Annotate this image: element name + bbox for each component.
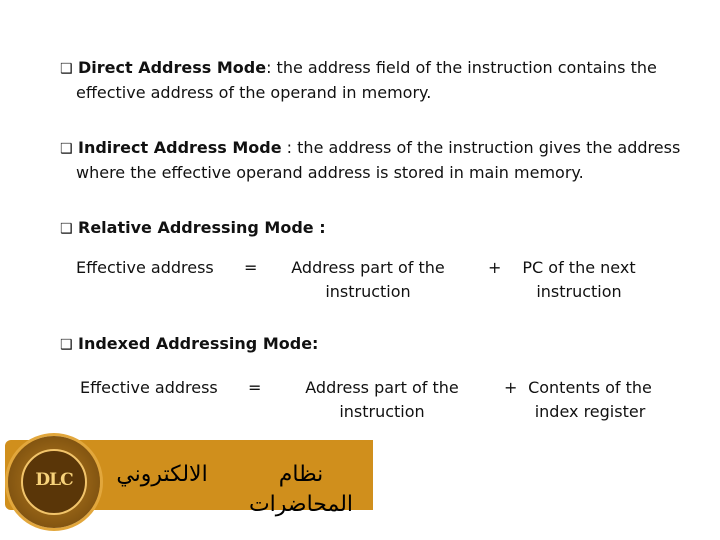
checkbox-bullet-icon: ❑ [60, 61, 73, 77]
bullet-indirect-address-mode [60, 136, 680, 185]
indexed-mode-term: Indexed Addressing Mode: [78, 334, 319, 353]
indexed-effective-address: Effective address [80, 378, 218, 397]
indexed-part1-line1: Address part of the [305, 378, 459, 397]
bullet-relative-addressing-mode [60, 216, 326, 241]
checkbox-bullet-icon: ❑ [60, 337, 73, 353]
direct-mode-desc-line2: effective address of the operand in memory. [76, 83, 432, 102]
relative-plus: + [488, 258, 502, 277]
indexed-equals: = [248, 378, 262, 397]
bullet-direct-address-mode [60, 56, 657, 105]
indexed-part1 [294, 376, 470, 424]
relative-effective-address: Effective address [76, 258, 214, 277]
checkbox-bullet-icon: ❑ [60, 221, 73, 237]
relative-part2 [508, 256, 650, 304]
relative-mode-term: Relative Addressing Mode : [78, 218, 326, 237]
indirect-mode-desc-line1: : the address of the instruction gives the address [281, 138, 681, 157]
relative-part1-line2: instruction [325, 282, 411, 301]
indexed-part2-line1: Contents of the [528, 378, 652, 397]
indexed-part2 [520, 376, 660, 424]
indexed-part1-line2: instruction [339, 402, 425, 421]
banner-text-lecture-system: نظام المحاضرات [248, 462, 354, 517]
bullet-indexed-addressing-mode [60, 332, 318, 357]
relative-part1-line1: Address part of the [291, 258, 445, 277]
relative-part2-line2: instruction [536, 282, 622, 301]
indirect-mode-term: Indirect Address Mode [78, 138, 282, 157]
indexed-part2-line2: index register [534, 402, 646, 421]
logo-text: DLC [35, 470, 73, 490]
direct-mode-term: Direct Address Mode [78, 58, 267, 77]
relative-equals: = [244, 258, 258, 277]
relative-part2-line1: PC of the next [522, 258, 636, 277]
direct-mode-desc-line1: : the address field of the instruction contains the [266, 58, 657, 77]
banner-text-electronic: الالكتروني [116, 462, 208, 487]
indexed-plus: + [504, 378, 518, 397]
checkbox-bullet-icon: ❑ [60, 141, 73, 157]
relative-part1 [282, 256, 454, 304]
indirect-mode-desc-line2: where the effective operand address is stored in main memory. [76, 163, 584, 182]
